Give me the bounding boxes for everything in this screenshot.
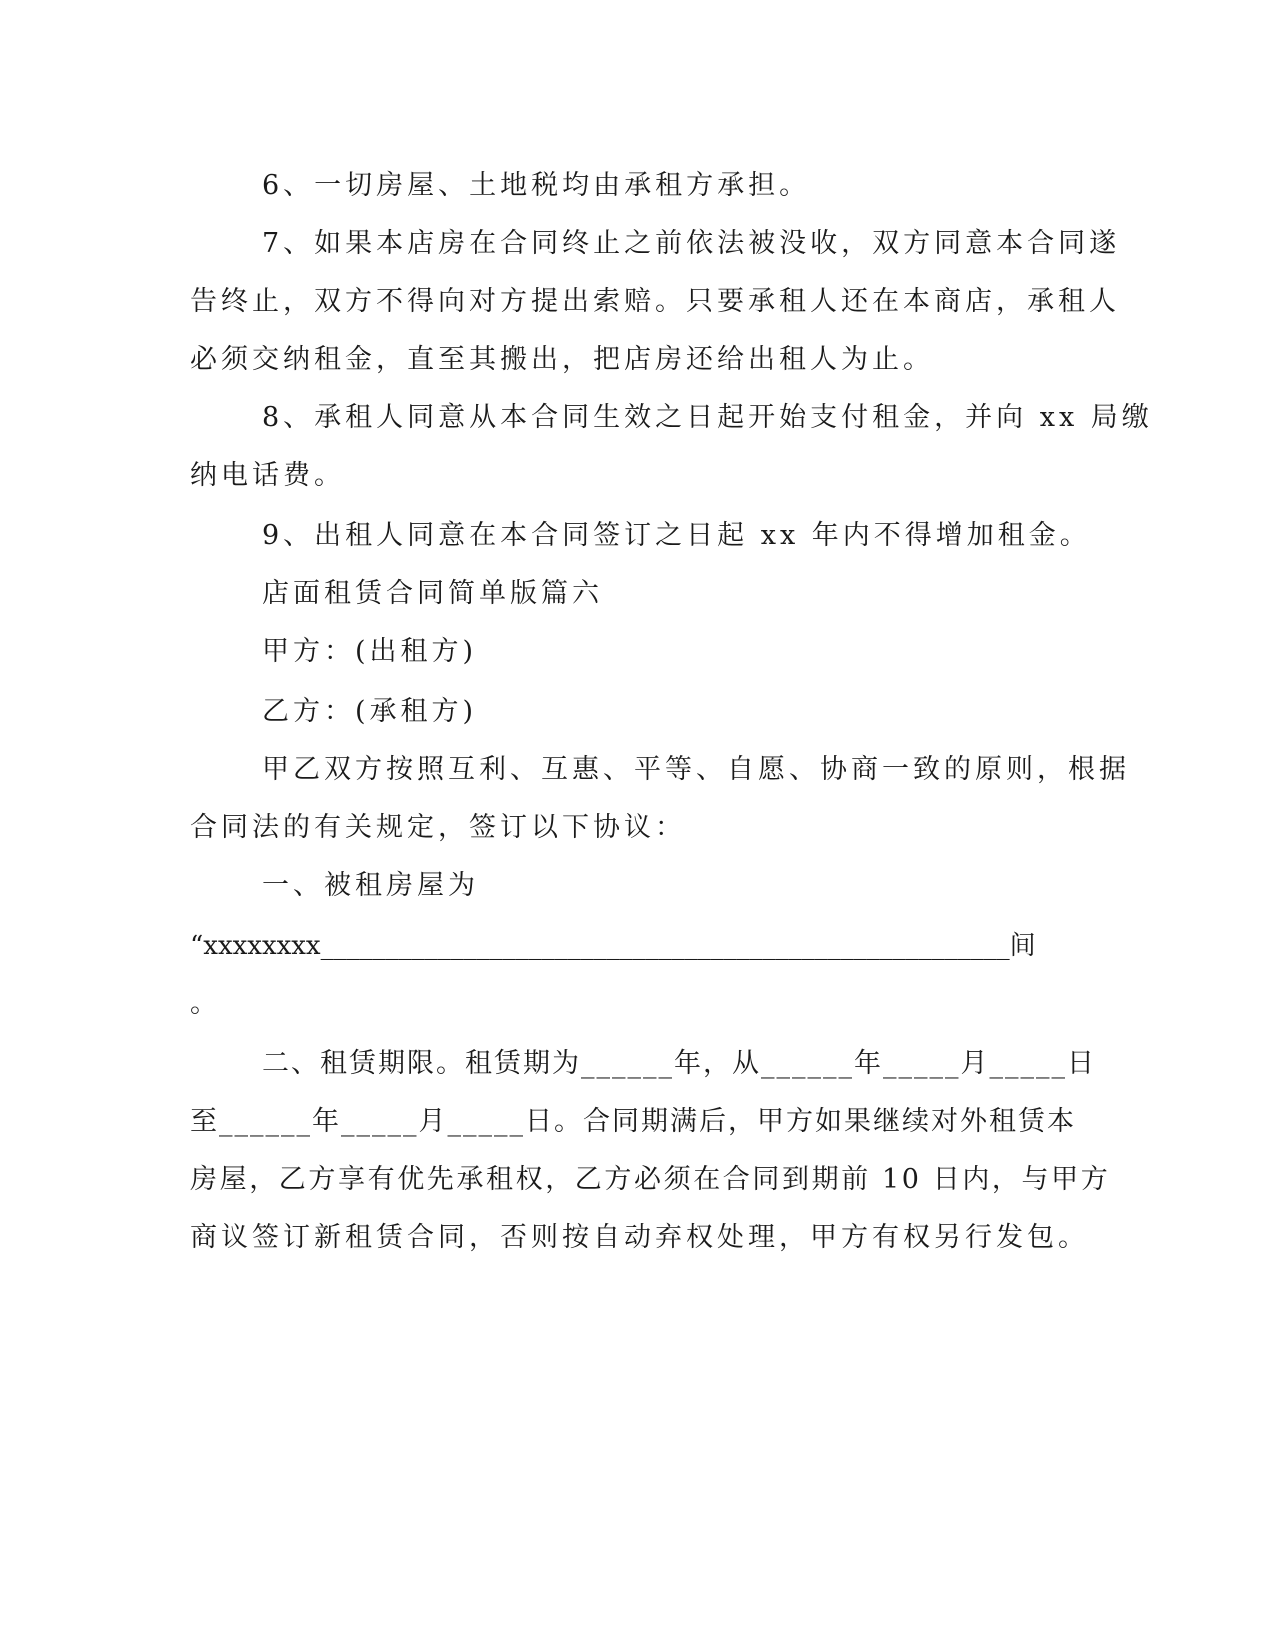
clause-8-line-1: 8、承租人同意从本合同生效之日起开始支付租金，并向 xx 局缴 [262,402,1153,433]
article-2-line-4: 商议签订新租赁合同，否则按自动弃权处理，甲方有权另行发包。 [190,1222,1089,1253]
article-1-line-1: 一、被租房屋为 [262,870,479,901]
party-b: 乙方：(承租方) [262,696,478,727]
clause-6: 6、一切房屋、土地税均由承租方承担。 [262,170,811,201]
clause-7-line-1: 7、如果本店房在合同终止之前依法被没收，双方同意本合同遂 [262,228,1121,259]
article-2-line-1: 二、租赁期限。租赁期为______年，从______年_____月_____日 [262,1048,1096,1079]
clause-7-line-2: 告终止，双方不得向对方提出索赔。只要承租人还在本商店，承租人 [190,286,1120,317]
article-1-line-2: “xxxxxxxx_____________________________________________________间 [190,931,1036,961]
section-heading: 店面租赁合同简单版篇六 [262,578,603,609]
party-a: 甲方：(出租方) [262,636,478,667]
article-2-line-2: 至______年_____月_____日。合同期满后，甲方如果继续对外租赁本 [190,1106,1076,1137]
preamble-line-2: 合同法的有关规定，签订以下协议： [190,812,686,843]
clause-8-line-2: 纳电话费。 [190,460,345,491]
clause-7-line-3: 必须交纳租金，直至其搬出，把店房还给出租人为止。 [190,344,934,375]
article-1-line-3: 。 [190,988,221,1019]
preamble-line-1: 甲乙双方按照互利、互惠、平等、自愿、协商一致的原则，根据 [262,754,1130,785]
clause-9: 9、出租人同意在本合同签订之日起 xx 年内不得增加租金。 [262,520,1091,551]
article-2-line-3: 房屋，乙方享有优先承租权，乙方必须在合同到期前 10 日内，与甲方 [190,1164,1111,1195]
